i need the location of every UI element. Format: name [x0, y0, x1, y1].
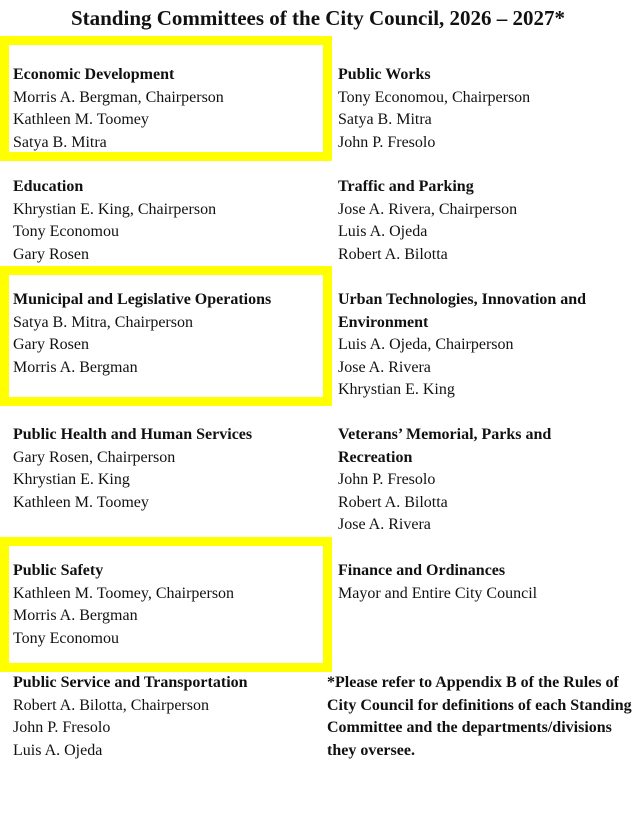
committee-name: Finance and Ordinances — [338, 562, 506, 579]
committee-name-line-1: Urban Technologies, Innovation and — [338, 291, 587, 308]
committee-member: Jose A. Rivera — [338, 358, 431, 376]
committee-name-line-2: Recreation — [338, 448, 413, 466]
committee-name: Public Works — [338, 66, 431, 83]
committee-member: Gary Rosen — [13, 245, 89, 263]
committee-member: Morris A. Bergman, Chairperson — [13, 88, 224, 106]
committee-member: Jose A. Rivera, Chairperson — [338, 200, 518, 218]
committee-member: Khrystian E. King — [13, 471, 130, 488]
committee-traffic-and-parking — [338, 176, 517, 266]
committee-name-line-1: Veterans’ Memorial, Parks and — [338, 426, 552, 443]
committee-member: Kathleen M. Toomey, Chairperson — [13, 584, 235, 602]
committee-name: Public Health and Human Services — [13, 426, 253, 443]
committee-member: Robert A. Bilotta — [338, 245, 448, 263]
committee-finance-and-ordinances — [338, 560, 537, 605]
committee-member: Robert A. Bilotta, Chairperson — [13, 696, 209, 714]
committee-name: Public Service and Transportation — [13, 674, 248, 691]
committee-public-health — [13, 424, 252, 514]
committee-name: Municipal and Legislative Operations — [13, 291, 272, 308]
committee-name: Public Safety — [13, 562, 104, 579]
committee-veterans-memorial-parks — [338, 424, 551, 537]
committee-member: Luis A. Ojeda — [338, 223, 428, 240]
committee-name: Traffic and Parking — [338, 178, 474, 195]
page-title: Standing Committees of the City Council, 2026 – 2027* — [70, 6, 566, 30]
committee-member: Morris A. Bergman — [13, 607, 138, 624]
committee-member: Satya B. Mitra — [13, 133, 107, 151]
committee-education — [13, 176, 216, 266]
committee-name-line-2: Environment — [338, 313, 429, 331]
footnote: *Please refer to Appendix B of the Rules of City Council for definitions of each Standing Committee and the departments/divisions they oversee. — [327, 674, 632, 759]
committee-member: Robert A. Bilotta — [338, 493, 448, 511]
committee-member: Gary Rosen, Chairperson — [13, 448, 176, 466]
committee-public-service-transportation — [13, 672, 248, 762]
committee-public-safety — [13, 560, 234, 650]
committee-member: Gary Rosen — [13, 336, 89, 353]
committee-member: Mayor and Entire City Council — [338, 584, 538, 602]
committee-member: Satya B. Mitra, Chairperson — [13, 313, 193, 331]
committee-member: Khrystian E. King, Chairperson — [13, 200, 217, 218]
committee-member: John P. Fresolo — [338, 133, 436, 151]
committee-member: Tony Economou, Chairperson — [338, 88, 531, 106]
committee-member: Khrystian E. King — [338, 381, 455, 398]
committee-member: Kathleen M. Toomey — [13, 493, 149, 511]
committee-member: Satya B. Mitra — [338, 111, 432, 128]
committee-member: John P. Fresolo — [13, 719, 111, 736]
committee-economic-development — [13, 64, 224, 154]
committee-member: Tony Economou — [13, 223, 119, 240]
committee-member: Jose A. Rivera — [338, 516, 431, 533]
committee-member: John P. Fresolo — [338, 471, 436, 488]
committee-member: Luis A. Ojeda — [13, 741, 103, 759]
committee-name: Economic Development — [13, 66, 175, 83]
committee-name: Education — [13, 178, 84, 195]
committee-member: Luis A. Ojeda, Chairperson — [338, 336, 514, 353]
committee-member: Kathleen M. Toomey — [13, 111, 149, 128]
committee-urban-technologies — [338, 289, 586, 402]
committee-municipal-legislative-operations — [13, 289, 271, 379]
committee-member: Tony Economou — [13, 629, 119, 647]
committee-public-works — [338, 64, 530, 154]
committee-member: Morris A. Bergman — [13, 358, 138, 376]
